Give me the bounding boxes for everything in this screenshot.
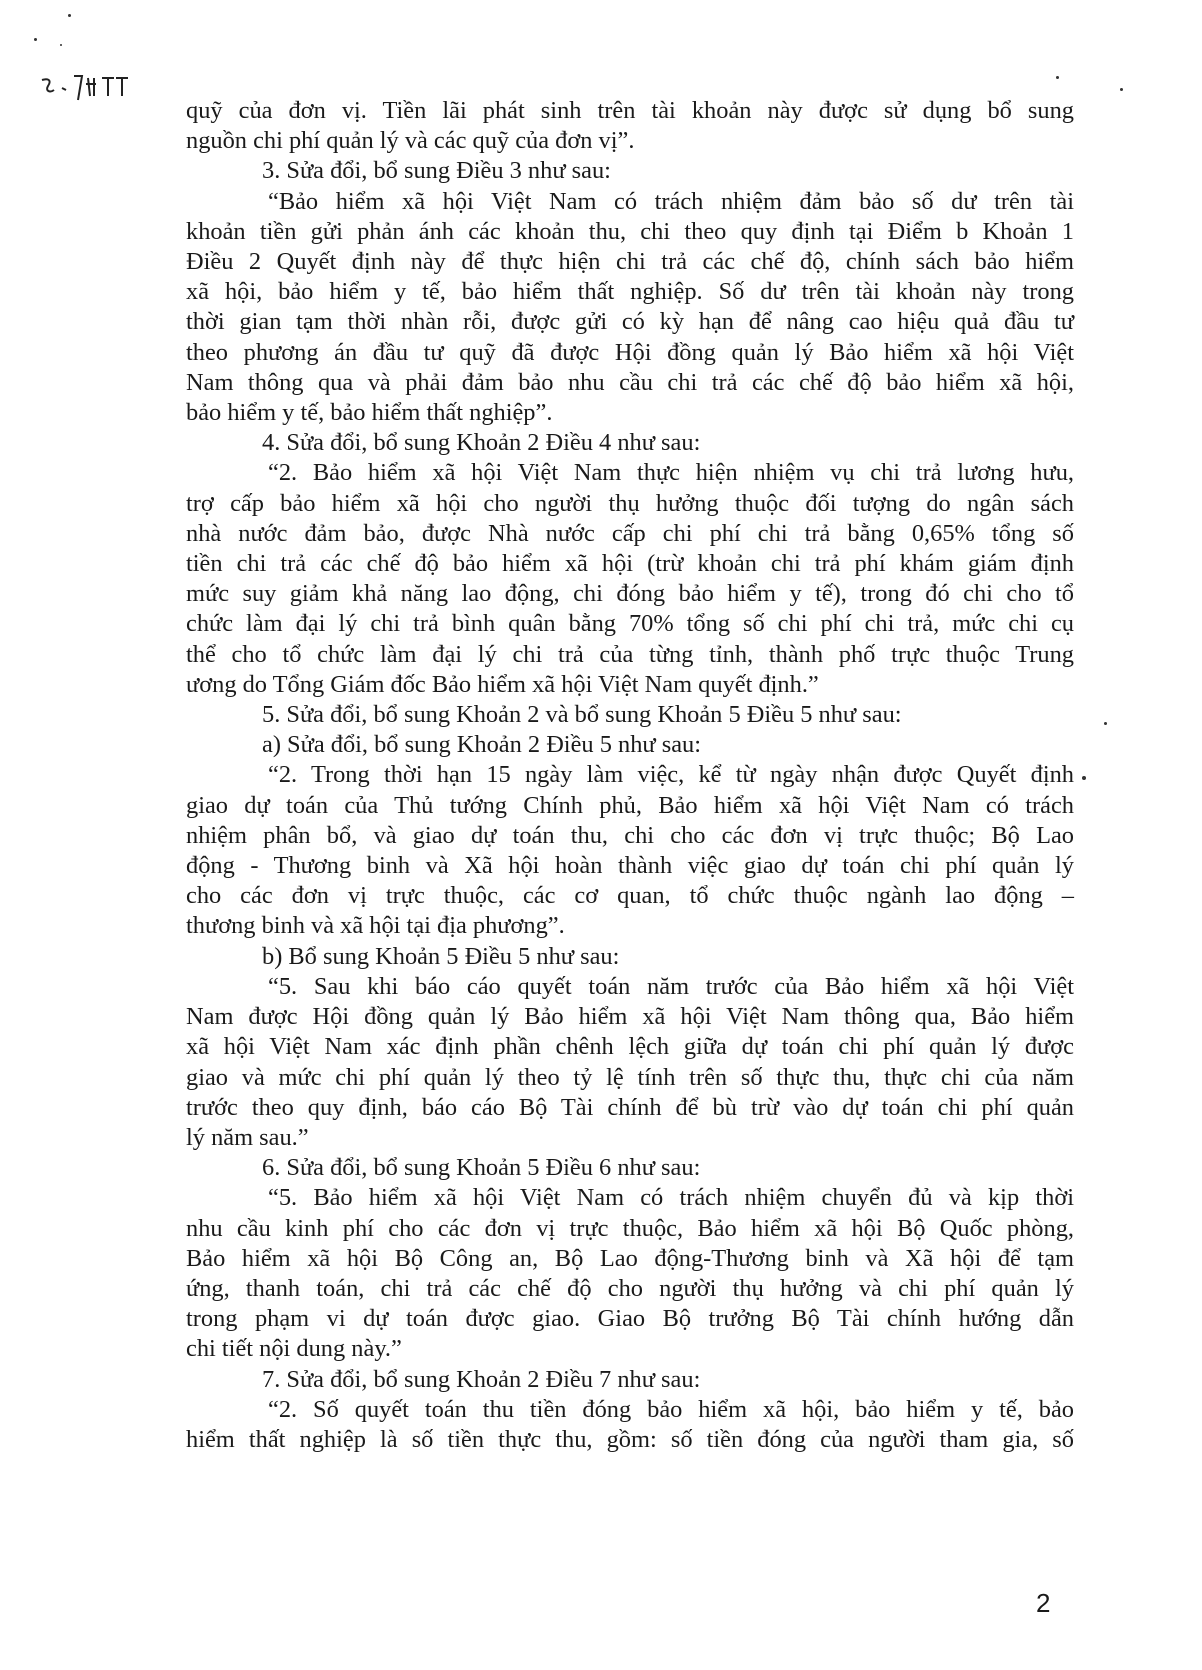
text-line: xã hội Việt Nam xác định phần chênh lệch giữa dự toán chi phí quản lý được	[186, 1033, 1074, 1061]
text-line: trợ cấp bảo hiểm xã hội cho người thụ hưởng thuộc đối tượng do ngân sách	[186, 489, 1074, 517]
scan-speck	[34, 38, 37, 41]
text-line: “2. Bảo hiểm xã hội Việt Nam thực hiện nhiệm vụ chi trả lương hưu,	[268, 459, 1074, 487]
text-line: hiểm thất nghiệp là số tiền thực thu, gồm: số tiền đóng của người tham gia, số	[186, 1425, 1074, 1453]
text-line: giao và mức chi phí quản lý theo tỷ lệ tính trên số thực thu, thực chi của năm	[186, 1063, 1074, 1091]
text-line: 4. Sửa đổi, bổ sung Khoản 2 Điều 4 như sau:	[262, 429, 701, 457]
text-line: 5. Sửa đổi, bổ sung Khoản 2 và bổ sung Khoản 5 Điều 5 như sau:	[262, 701, 902, 729]
scan-speck	[68, 14, 71, 17]
scan-speck	[1056, 76, 1059, 79]
handwritten-margin-note	[36, 66, 146, 106]
text-line: 6. Sửa đổi, bổ sung Khoản 5 Điều 6 như sau:	[262, 1154, 701, 1182]
text-line: thể cho tổ chức làm đại lý chi trả của từng tỉnh, thành phố trực thuộc Trung	[186, 640, 1074, 668]
text-line: b) Bổ sung Khoản 5 Điều 5 như sau:	[262, 942, 620, 970]
text-line: 3. Sửa đổi, bổ sung Điều 3 như sau:	[262, 157, 611, 185]
text-line: trong phạm vi dự toán được giao. Giao Bộ trưởng Bộ Tài chính hướng dẫn	[186, 1305, 1074, 1333]
text-line: “5. Sau khi báo cáo quyết toán năm trước của Bảo hiểm xã hội Việt	[268, 972, 1074, 1000]
text-line: bảo hiểm y tế, bảo hiểm thất nghiệp”.	[186, 399, 553, 427]
text-line: Nam thông qua và phải đảm bảo nhu cầu chi trả các chế độ bảo hiểm xã hội,	[186, 368, 1074, 396]
scan-speck	[1120, 88, 1123, 91]
text-line: chi tiết nội dung này.”	[186, 1335, 402, 1363]
text-line: tiền chi trả các chế độ bảo hiểm xã hội (trừ khoản chi trả phí khám giám định	[186, 550, 1074, 578]
text-line: thời gian tạm thời nhàn rỗi, được gửi có kỳ hạn để nâng cao hiệu quả đầu tư	[186, 308, 1074, 336]
text-line: 7. Sửa đổi, bổ sung Khoản 2 Điều 7 như sau:	[262, 1365, 701, 1393]
text-line: lý năm sau.”	[186, 1123, 309, 1151]
text-line: khoản tiền gửi phản ánh các khoản thu, chi theo quy định tại Điểm b Khoản 1	[186, 217, 1074, 245]
text-line: theo phương án đầu tư quỹ đã được Hội đồng quản lý Bảo hiểm xã hội Việt	[186, 338, 1074, 366]
scan-speck	[1104, 722, 1107, 725]
scan-speck	[60, 44, 62, 46]
text-line: Nam được Hội đồng quản lý Bảo hiểm xã hội Việt Nam thông qua, Bảo hiểm	[186, 1003, 1074, 1031]
text-line: ứng, thanh toán, chi trả các chế độ cho người thụ hưởng và chi phí quản lý	[186, 1274, 1074, 1302]
document-body	[186, 96, 1074, 1455]
text-line: quỹ của đơn vị. Tiền lãi phát sinh trên tài khoản này được sử dụng bổ sung	[186, 97, 1074, 124]
text-line: “Bảo hiểm xã hội Việt Nam có trách nhiệm đảm bảo số dư trên tài	[268, 187, 1074, 215]
text-line: giao dự toán của Thủ tướng Chính phủ, Bảo hiểm xã hội Việt Nam có trách	[186, 791, 1074, 819]
text-line: “2. Trong thời hạn 15 ngày làm việc, kể từ ngày nhận được Quyết định	[268, 761, 1074, 789]
text-line: thương binh và xã hội tại địa phương”.	[186, 912, 565, 940]
text-line: a) Sửa đổi, bổ sung Khoản 2 Điều 5 như sau:	[262, 731, 701, 759]
text-line: Bảo hiểm xã hội Bộ Công an, Bộ Lao động-Thương binh và Xã hội để tạm	[186, 1244, 1074, 1272]
text-line: cho các đơn vị trực thuộc, các cơ quan, tổ chức thuộc ngành lao động –	[186, 882, 1074, 910]
text-line: Điều 2 Quyết định này để thực hiện chi trả các chế độ, chính sách bảo hiểm	[186, 248, 1074, 276]
text-line: nhiệm phân bổ, và giao dự toán thu, chi cho các đơn vị trực thuộc; Bộ Lao	[186, 821, 1074, 849]
text-line: “2. Số quyết toán thu tiền đóng bảo hiểm xã hội, bảo hiểm y tế, bảo	[268, 1395, 1074, 1423]
text-line: ương do Tổng Giám đốc Bảo hiểm xã hội Việt Nam quyết định.”	[186, 670, 819, 698]
text-line: mức suy giảm khả năng lao động, chi đóng bảo hiểm y tế), trong đó chi cho tổ	[186, 580, 1074, 608]
text-line: trước theo quy định, báo cáo Bộ Tài chính để bù trừ vào dự toán chi phí quản	[186, 1093, 1074, 1121]
page-number: 2	[1036, 1588, 1051, 1618]
text-line: xã hội, bảo hiểm y tế, bảo hiểm thất nghiệp. Số dư trên tài khoản này trong	[186, 278, 1074, 306]
text-line: “5. Bảo hiểm xã hội Việt Nam có trách nhiệm chuyển đủ và kịp thời	[268, 1184, 1074, 1212]
text-line: động - Thương binh và Xã hội hoàn thành việc giao dự toán chi phí quản lý	[186, 852, 1074, 880]
text-line: nguồn chi phí quản lý và các quỹ của đơn vị”.	[186, 127, 635, 155]
text-line: nhà nước đảm bảo, được Nhà nước cấp chi phí chi trả bằng 0,65% tổng số	[186, 519, 1074, 547]
text-line: nhu cầu kinh phí cho các đơn vị trực thuộc, Bảo hiểm xã hội Bộ Quốc phòng,	[186, 1214, 1074, 1242]
scan-speck	[1082, 776, 1086, 780]
text-line: chức làm đại lý chi trả bình quân bằng 70% tổng số chi phí chi trả, mức chi cụ	[186, 610, 1074, 638]
